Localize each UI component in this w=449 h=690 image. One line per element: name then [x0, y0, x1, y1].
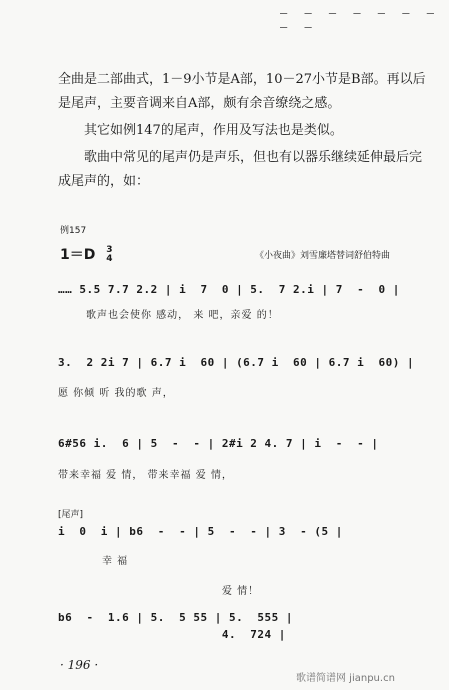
- site-watermark: 歌谱简谱网 jianpu.cn: [296, 673, 395, 684]
- paragraph-form-description: 全曲是二部曲式，1－9小节是A部，10－27小节是B部。再以后是尾声，主要音调来自A部，颇有余音缭绕之感。: [58, 72, 426, 111]
- notation-line-2: 3. 2 2i 7 | 6.7 i 60 | (6.7 i 60 | 6.7 i 60) |: [58, 356, 415, 369]
- time-top: 3: [106, 245, 113, 255]
- key-signature: [60, 244, 113, 264]
- notation-line-5-lower: 4. 724 |: [58, 628, 286, 641]
- coda-tag: [尾声]: [58, 510, 84, 520]
- paragraph-example-147: 其它如例147的尾声，作用及写法也是类似。: [84, 123, 343, 138]
- example-label: 例157: [60, 226, 87, 236]
- lyrics-line-2: 愿 你倾 听 我的歌 声，: [58, 388, 174, 399]
- time-signature: [106, 246, 112, 264]
- paragraph-instrumental-coda: 歌曲中常见的尾声仍是声乐，但也有以器乐继续延伸最后完成尾声的，如：: [58, 150, 423, 189]
- lyrics-line-4b: 爱 情！: [222, 586, 260, 597]
- song-source: 《小夜曲》刘雪廉塔替词舒伯特曲: [255, 251, 391, 261]
- lyrics-line-3: 带来幸福 爱 情， 带来幸福 爱 情，: [58, 470, 233, 481]
- notation-line-4: i 0 i | b6 - - | 5 - - | 3 - (5 |: [58, 525, 343, 538]
- page-number: · 196 ·: [60, 658, 99, 672]
- lyrics-line-1: 歌声也会使你 感动， 来 吧，亲爱 的！: [86, 310, 279, 321]
- notation-line-5: b6 - 1.6 | 5. 5 55 | 5. 555 |: [58, 611, 294, 624]
- notation-line-1: …… 5.5 7.7 2.2 | i 7 0 | 5. 7 2.i | 7 - 0 |: [58, 283, 400, 296]
- key-text: 1＝D: [60, 247, 96, 263]
- lyrics-line-4a: 幸 福: [102, 556, 129, 567]
- time-bottom: 4: [106, 254, 113, 264]
- notation-line-3: 6#56 i. 6 | 5 - - | 2#i 2 4. 7 | i - - |: [58, 437, 379, 450]
- header-dashes: — — — — — — — — —: [280, 6, 439, 34]
